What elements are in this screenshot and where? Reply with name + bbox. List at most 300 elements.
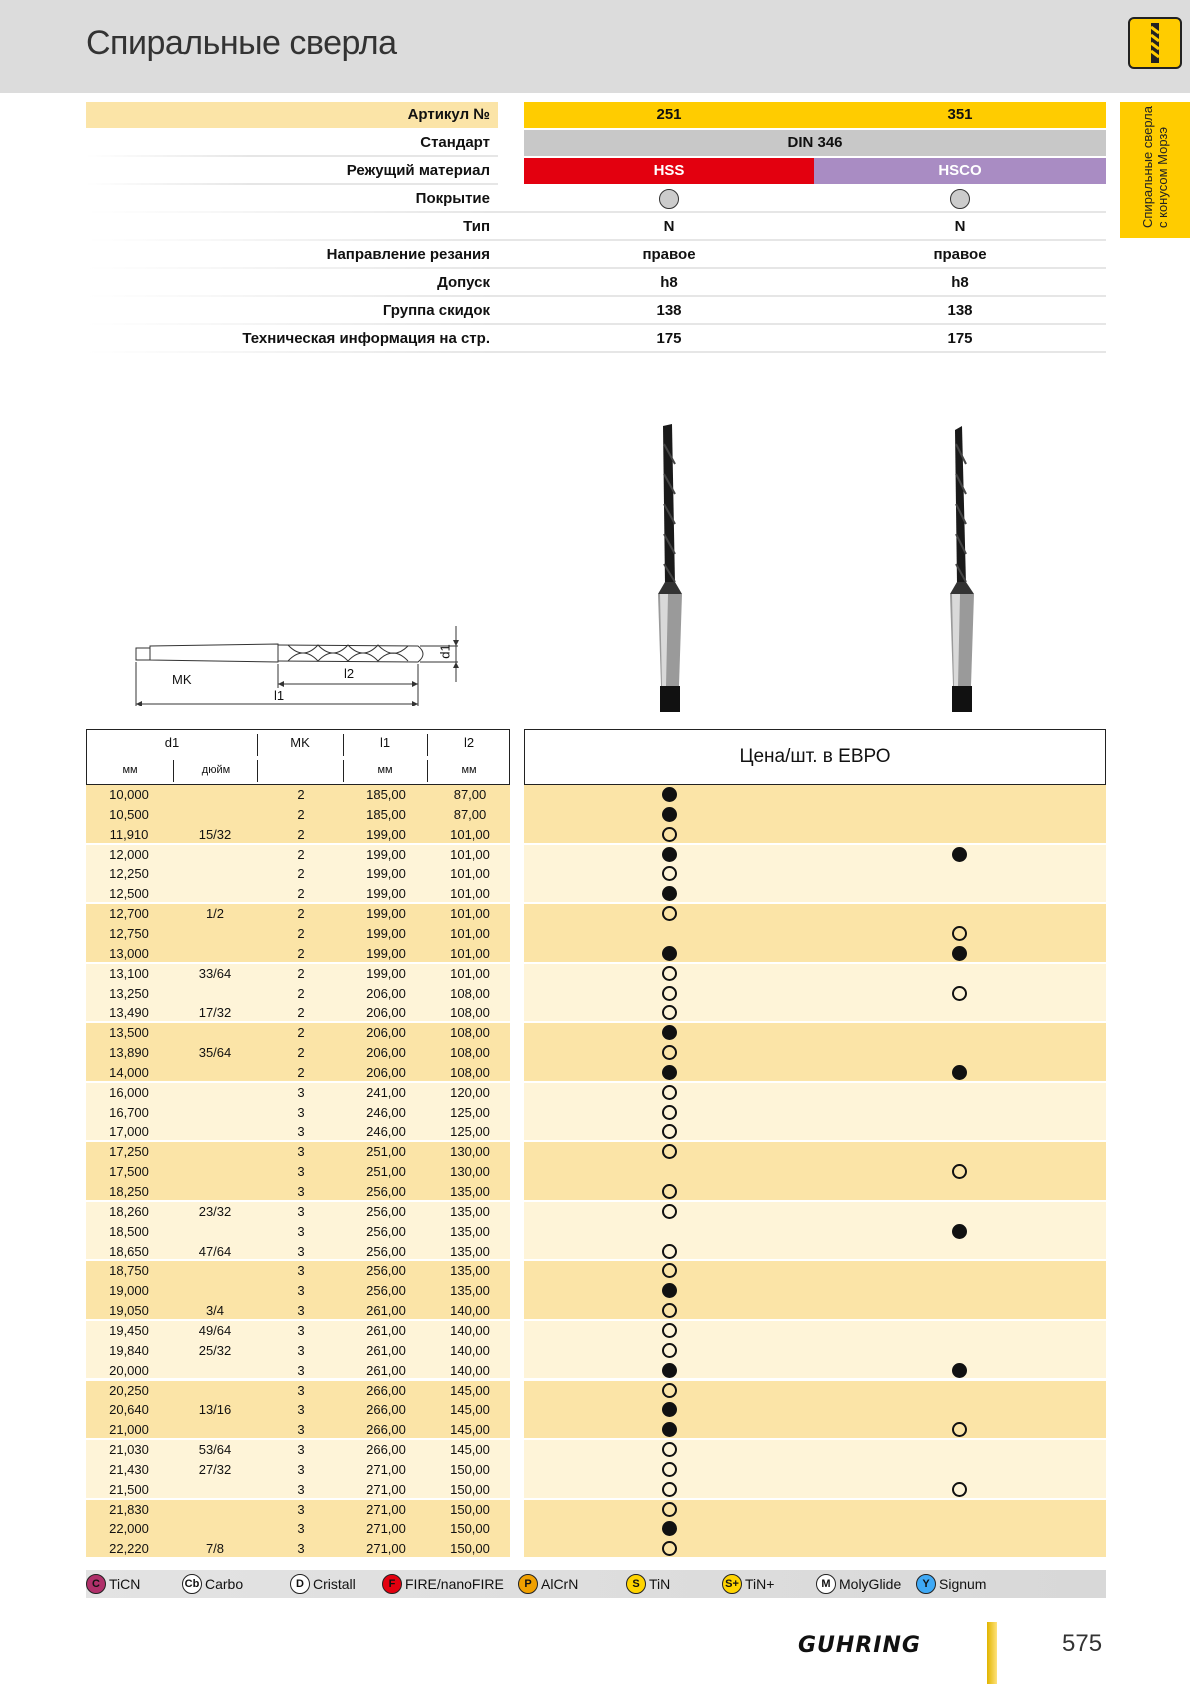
cell-mk: 2 [297, 1005, 305, 1021]
cell-mk: 2 [297, 1064, 305, 1080]
cell-l2: 130,00 [450, 1144, 490, 1160]
cell-mk: 2 [297, 826, 305, 842]
cell-d1: 17,250 [109, 1144, 149, 1160]
availability-251 [662, 986, 677, 1001]
spec-label: Направление резания [326, 246, 490, 263]
table-row[interactable] [86, 1103, 1106, 1123]
table-row[interactable] [86, 944, 1106, 964]
cell-d1: 19,050 [109, 1303, 149, 1319]
cell-l1: 271,00 [366, 1521, 406, 1537]
table-row[interactable] [86, 785, 1106, 805]
availability-251 [662, 1204, 677, 1219]
side-tab-line2: с конусом Морзэ [1155, 126, 1170, 228]
cell-mk: 3 [297, 1104, 305, 1120]
coating-badge-icon: M [816, 1574, 836, 1594]
cell-d1: 14,000 [109, 1064, 149, 1080]
cell-d1: 21,830 [109, 1501, 149, 1517]
drill-photo-251 [648, 424, 694, 719]
cell-l2: 135,00 [450, 1263, 490, 1279]
dimension-table-header [86, 729, 510, 785]
table-row[interactable] [86, 1142, 1106, 1162]
cell-inch: 33/64 [198, 965, 232, 981]
cell-d1: 18,650 [109, 1243, 149, 1259]
availability-251 [662, 1363, 677, 1378]
cell-mk: 2 [297, 846, 305, 862]
techinfo-col2[interactable]: 175 [947, 330, 973, 347]
stock-ring-icon [662, 1383, 677, 1398]
availability-251 [662, 1105, 677, 1120]
cell-d1: 21,030 [109, 1442, 149, 1458]
table-row[interactable] [86, 1321, 1106, 1341]
type-col2: N [954, 218, 966, 235]
cell-l1: 266,00 [366, 1402, 406, 1418]
table-row[interactable] [86, 1242, 1106, 1262]
legend-label: Cristall [313, 1576, 356, 1592]
availability-251 [662, 866, 677, 881]
unit-mm: мм [122, 764, 138, 776]
cell-mk: 3 [297, 1481, 305, 1497]
cell-l1: 266,00 [366, 1382, 406, 1398]
stock-ring-icon [662, 966, 677, 981]
cell-l1: 261,00 [366, 1303, 406, 1319]
cell-l1: 271,00 [366, 1541, 406, 1557]
stock-ring-icon [662, 1541, 677, 1556]
table-row[interactable] [86, 1480, 1106, 1500]
price-header: Цена/шт. в ЕВРО [524, 729, 1106, 785]
legend-label: FIRE/nanoFIRE [405, 1576, 504, 1592]
cell-l2: 87,00 [453, 806, 487, 822]
article-351: 351 [814, 102, 1106, 128]
availability-251 [662, 906, 677, 921]
cell-mk: 2 [297, 985, 305, 1001]
cell-mk: 2 [297, 925, 305, 941]
drill-photo-351 [940, 424, 986, 719]
cell-l2: 145,00 [450, 1422, 490, 1438]
availability-251 [662, 946, 677, 961]
brand-logo: GUHRING [798, 1633, 921, 1658]
availability-351 [952, 926, 967, 941]
stock-dot-icon [662, 1422, 677, 1437]
cell-l2: 125,00 [450, 1104, 490, 1120]
coating-badge-icon: C [86, 1574, 106, 1594]
cell-l2: 150,00 [450, 1461, 490, 1477]
legend-item [916, 1574, 986, 1594]
stock-ring-icon [662, 1462, 677, 1477]
cell-inch: 35/64 [198, 1045, 232, 1061]
cell-d1: 19,450 [109, 1322, 149, 1338]
discount-col1: 138 [656, 302, 682, 319]
table-row[interactable] [86, 1400, 1106, 1420]
cell-d1: 13,250 [109, 985, 149, 1001]
cell-l1: 266,00 [366, 1422, 406, 1438]
cell-l1: 206,00 [366, 1045, 406, 1061]
table-row[interactable] [86, 924, 1106, 944]
table-row[interactable] [86, 1023, 1106, 1043]
table-row[interactable] [86, 845, 1106, 865]
stock-ring-icon [662, 1184, 677, 1199]
col-header-l2: l2 [463, 735, 475, 750]
cell-l1: 256,00 [366, 1223, 406, 1239]
cell-l2: 140,00 [450, 1362, 490, 1378]
spec-row-techinfo [86, 326, 1106, 352]
drill-dimension-diagram [128, 626, 468, 706]
availability-351 [952, 1363, 967, 1378]
cell-l1: 199,00 [366, 886, 406, 902]
category-side-tab[interactable] [1120, 102, 1190, 238]
techinfo-col1[interactable]: 175 [656, 330, 682, 347]
table-row[interactable] [86, 964, 1106, 984]
table-row[interactable] [86, 1043, 1106, 1063]
table-row[interactable] [86, 1341, 1106, 1361]
cell-d1: 21,500 [109, 1481, 149, 1497]
cell-l2: 150,00 [450, 1541, 490, 1557]
spec-label: Артикул № [86, 102, 498, 128]
table-row[interactable] [86, 1519, 1106, 1539]
tolerance-col2: h8 [951, 274, 969, 291]
availability-351 [952, 1065, 967, 1080]
availability-351 [952, 1224, 967, 1239]
availability-251 [662, 1383, 677, 1398]
uncoated-icon [659, 189, 679, 209]
cell-mk: 3 [297, 1422, 305, 1438]
cell-l2: 87,00 [453, 787, 487, 802]
availability-251 [662, 1045, 677, 1060]
stock-ring-icon [662, 1442, 677, 1457]
stock-ring-icon [662, 866, 677, 881]
cell-mk: 3 [297, 1322, 305, 1338]
table-row[interactable] [86, 864, 1106, 884]
table-row[interactable] [86, 1361, 1106, 1381]
cell-inch: 49/64 [198, 1322, 232, 1338]
cell-l1: 206,00 [366, 985, 406, 1001]
stock-dot-icon [662, 847, 677, 862]
cell-l2: 130,00 [450, 1164, 490, 1180]
cell-d1: 12,700 [109, 906, 149, 922]
cell-mk: 2 [297, 1045, 305, 1061]
standard-value: DIN 346 [524, 130, 1106, 156]
availability-251 [662, 1124, 677, 1139]
availability-251 [662, 807, 677, 822]
cell-d1: 19,840 [109, 1342, 149, 1358]
stock-dot-icon [662, 787, 677, 802]
stock-dot-icon [662, 1283, 677, 1298]
spec-label: Режущий материал [346, 162, 490, 179]
diagram-mk-label: MK [172, 672, 192, 687]
cell-d1: 12,750 [109, 925, 149, 941]
coating-col1 [524, 186, 814, 212]
cell-l2: 150,00 [450, 1501, 490, 1517]
cell-l1: 206,00 [366, 1005, 406, 1021]
cell-d1: 18,250 [109, 1184, 149, 1199]
availability-251 [662, 1343, 677, 1358]
legend-item [86, 1574, 140, 1594]
cell-l1: 246,00 [366, 1104, 406, 1120]
cell-l2: 145,00 [450, 1382, 490, 1398]
cell-d1: 18,260 [109, 1203, 149, 1219]
stock-ring-icon [662, 986, 677, 1001]
cell-d1: 19,000 [109, 1283, 149, 1299]
diagram-d1-label: d1 [437, 644, 453, 659]
stock-ring-icon [662, 1343, 677, 1358]
coating-badge-icon: F [382, 1574, 402, 1594]
cell-inch: 1/2 [205, 906, 225, 922]
stock-ring-icon [952, 1422, 967, 1437]
cell-d1: 20,640 [109, 1402, 149, 1418]
legend-label: AlCrN [541, 1576, 579, 1592]
stock-ring-icon [662, 1502, 677, 1517]
cell-d1: 13,490 [109, 1005, 149, 1021]
cell-l1: 199,00 [366, 945, 406, 961]
cell-d1: 17,500 [109, 1164, 149, 1180]
article-251: 251 [524, 102, 814, 128]
stock-dot-icon [952, 1363, 967, 1378]
cell-mk: 2 [297, 965, 305, 981]
table-row[interactable] [86, 1003, 1106, 1023]
availability-251 [662, 1521, 677, 1536]
spec-row-material [86, 158, 1106, 184]
cell-l2: 101,00 [450, 866, 490, 882]
col-header-mk: MK [290, 735, 310, 750]
cell-d1: 22,220 [109, 1541, 149, 1557]
stock-ring-icon [662, 1105, 677, 1120]
spec-label: Тип [463, 218, 490, 235]
col-header-l1: l1 [379, 735, 391, 750]
availability-351 [952, 946, 967, 961]
availability-351 [952, 1164, 967, 1179]
cell-l1: 199,00 [366, 906, 406, 922]
type-col1: N [663, 218, 675, 235]
cell-mk: 3 [297, 1283, 305, 1299]
availability-251 [662, 1482, 677, 1497]
stock-dot-icon [662, 1363, 677, 1378]
cell-l2: 145,00 [450, 1402, 490, 1418]
cell-l1: 246,00 [366, 1124, 406, 1140]
cell-l2: 135,00 [450, 1283, 490, 1299]
cell-l1: 256,00 [366, 1243, 406, 1259]
cell-mk: 3 [297, 1382, 305, 1398]
stock-ring-icon [662, 1303, 677, 1318]
stock-ring-icon [662, 1085, 677, 1100]
table-row[interactable] [86, 1063, 1106, 1083]
cell-l2: 101,00 [450, 826, 490, 842]
cell-l1: 185,00 [366, 806, 406, 822]
stock-ring-icon [662, 1204, 677, 1219]
cell-l1: 185,00 [366, 787, 406, 802]
availability-251 [662, 966, 677, 981]
cell-l2: 108,00 [450, 1005, 490, 1021]
table-row[interactable] [86, 884, 1106, 904]
cell-l1: 251,00 [366, 1164, 406, 1180]
spec-row-type [86, 214, 1106, 240]
table-row[interactable] [86, 1182, 1106, 1202]
cell-mk: 3 [297, 1402, 305, 1418]
stock-ring-icon [662, 1124, 677, 1139]
availability-251 [662, 847, 677, 862]
material-hsco: HSCO [814, 158, 1106, 184]
legend-item [722, 1574, 774, 1594]
legend-item [518, 1574, 578, 1594]
stock-dot-icon [662, 1402, 677, 1417]
table-row[interactable] [86, 1162, 1106, 1182]
availability-251 [662, 1502, 677, 1517]
availability-251 [662, 1402, 677, 1417]
cell-l1: 251,00 [366, 1144, 406, 1160]
cell-l2: 101,00 [450, 906, 490, 922]
cell-l1: 199,00 [366, 826, 406, 842]
stock-dot-icon [662, 1065, 677, 1080]
cell-l2: 135,00 [450, 1184, 490, 1199]
availability-251 [662, 1184, 677, 1199]
availability-251 [662, 1442, 677, 1457]
cell-l2: 135,00 [450, 1223, 490, 1239]
availability-251 [662, 787, 677, 802]
cell-l2: 140,00 [450, 1322, 490, 1338]
cell-l1: 271,00 [366, 1481, 406, 1497]
table-row[interactable] [86, 1301, 1106, 1321]
cell-l2: 101,00 [450, 945, 490, 961]
cell-inch: 13/16 [198, 1402, 232, 1418]
availability-251 [662, 1005, 677, 1020]
stock-dot-icon [662, 1521, 677, 1536]
cell-d1: 21,430 [109, 1461, 149, 1477]
cell-mk: 2 [297, 806, 305, 822]
spec-row-article [86, 102, 1106, 128]
cell-d1: 17,000 [109, 1124, 149, 1140]
availability-251 [662, 1144, 677, 1159]
page-title: Спиральные сверла [86, 24, 397, 62]
diagram-l2-label: l2 [344, 666, 355, 681]
availability-251 [662, 886, 677, 901]
legend-item [182, 1574, 243, 1594]
cell-l2: 150,00 [450, 1481, 490, 1497]
availability-251 [662, 1085, 677, 1100]
availability-251 [662, 1541, 677, 1556]
stock-ring-icon [952, 926, 967, 941]
cell-l2: 120,00 [450, 1084, 490, 1100]
table-row[interactable] [86, 805, 1106, 825]
legend-item [816, 1574, 901, 1594]
legend-item [626, 1574, 670, 1594]
cell-l1: 206,00 [366, 1025, 406, 1041]
legend-label: Signum [939, 1576, 987, 1592]
table-row[interactable] [86, 1460, 1106, 1480]
table-row[interactable] [86, 984, 1106, 1004]
cell-l1: 271,00 [366, 1461, 406, 1477]
table-row[interactable] [86, 1122, 1106, 1142]
table-row[interactable] [86, 1500, 1106, 1520]
availability-351 [952, 1422, 967, 1437]
spec-label: Техническая информация на стр. [242, 330, 490, 347]
cell-l2: 145,00 [450, 1442, 490, 1458]
cell-d1: 20,250 [109, 1382, 149, 1398]
tolerance-col1: h8 [660, 274, 678, 291]
cell-d1: 20,000 [109, 1362, 149, 1378]
cell-l2: 140,00 [450, 1303, 490, 1319]
cell-mk: 3 [297, 1303, 305, 1319]
cell-mk: 3 [297, 1342, 305, 1358]
availability-251 [662, 1462, 677, 1477]
col-header-d1: d1 [164, 735, 180, 750]
cell-inch: 25/32 [198, 1342, 232, 1358]
table-row[interactable] [86, 1420, 1106, 1440]
table-row[interactable] [86, 1202, 1106, 1222]
stock-ring-icon [662, 1263, 677, 1278]
drill-icon [1128, 17, 1182, 69]
side-tab-line1: Спиральные сверла [1140, 106, 1155, 228]
cell-mk: 3 [297, 1184, 305, 1199]
cell-l1: 206,00 [366, 1064, 406, 1080]
availability-251 [662, 1323, 677, 1338]
legend-item [290, 1574, 356, 1594]
cell-l2: 101,00 [450, 925, 490, 941]
table-row[interactable] [86, 1381, 1106, 1401]
table-row[interactable] [86, 1083, 1106, 1103]
cell-l1: 241,00 [366, 1084, 406, 1100]
unit-mm: мм [377, 764, 393, 776]
cell-l2: 101,00 [450, 886, 490, 902]
cell-d1: 13,500 [109, 1025, 149, 1041]
cell-inch: 17/32 [198, 1005, 232, 1021]
spec-label: Покрытие [415, 190, 490, 207]
cell-mk: 3 [297, 1521, 305, 1537]
availability-351 [952, 986, 967, 1001]
coating-badge-icon: Cb [182, 1574, 202, 1594]
cell-l1: 199,00 [366, 866, 406, 882]
table-row[interactable] [86, 904, 1106, 924]
cell-l1: 199,00 [366, 846, 406, 862]
spec-label: Группа скидок [382, 302, 490, 319]
unit-mm: мм [461, 764, 477, 776]
cell-mk: 3 [297, 1442, 305, 1458]
direction-col1: правое [642, 246, 696, 263]
cell-mk: 3 [297, 1124, 305, 1140]
cell-l2: 150,00 [450, 1521, 490, 1537]
coating-badge-icon: P [518, 1574, 538, 1594]
stock-ring-icon [662, 1005, 677, 1020]
table-row[interactable] [86, 825, 1106, 845]
cell-mk: 3 [297, 1164, 305, 1180]
table-row[interactable] [86, 1222, 1106, 1242]
legend-label: TiN [649, 1576, 671, 1592]
stock-dot-icon [662, 886, 677, 901]
page-number: 575 [1062, 1630, 1103, 1657]
cell-inch: 27/32 [198, 1461, 232, 1477]
material-hss: HSS [524, 158, 814, 184]
spec-row-coating [86, 186, 1106, 212]
cell-l2: 108,00 [450, 985, 490, 1001]
table-row[interactable] [86, 1440, 1106, 1460]
table-row[interactable] [86, 1281, 1106, 1301]
stock-ring-icon [952, 1164, 967, 1179]
cell-l2: 108,00 [450, 1025, 490, 1041]
cell-d1: 12,250 [109, 866, 149, 882]
direction-col2: правое [933, 246, 987, 263]
table-row[interactable] [86, 1261, 1106, 1281]
coating-badge-icon: D [290, 1574, 310, 1594]
cell-d1: 12,500 [109, 886, 149, 902]
diagram-l1-label: l1 [274, 688, 285, 703]
cell-l1: 199,00 [366, 965, 406, 981]
cell-d1: 21,000 [109, 1422, 149, 1438]
legend-item [382, 1574, 504, 1594]
stock-dot-icon [662, 807, 677, 822]
discount-col2: 138 [947, 302, 973, 319]
table-row[interactable] [86, 1539, 1106, 1559]
cell-l2: 101,00 [450, 846, 490, 862]
cell-l1: 261,00 [366, 1362, 406, 1378]
cell-l1: 256,00 [366, 1263, 406, 1279]
cell-mk: 3 [297, 1501, 305, 1517]
